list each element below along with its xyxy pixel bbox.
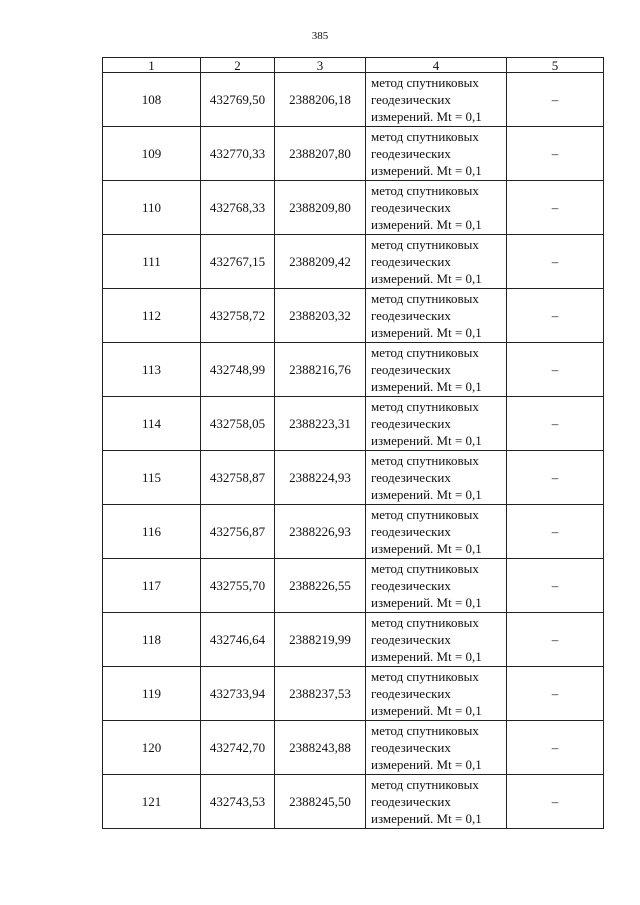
table-row	[103, 289, 604, 343]
header-col-5: 5	[507, 58, 604, 73]
method-text-line: геодезических	[371, 92, 451, 107]
method-text-line: метод спутниковых	[371, 129, 479, 144]
y-coordinate-cell: 2388207,80	[275, 127, 366, 181]
method-text-line: геодезических	[371, 578, 451, 593]
method-text-line: метод спутниковых	[371, 561, 479, 576]
y-coordinate-cell: 2388216,76	[275, 343, 366, 397]
table-row	[103, 667, 604, 721]
coordinates-table	[102, 57, 604, 829]
point-number-cell: 116	[103, 505, 201, 559]
table-row	[103, 559, 604, 613]
method-text-line: метод спутниковых	[371, 669, 479, 684]
note-cell: –	[507, 343, 604, 397]
method-cell	[366, 397, 507, 451]
y-coordinate-cell: 2388224,93	[275, 451, 366, 505]
table-row	[103, 397, 604, 451]
method-text-line: геодезических	[371, 146, 451, 161]
y-coordinate-cell: 2388219,99	[275, 613, 366, 667]
table-row	[103, 721, 604, 775]
method-text-line: измерений. Mt = 0,1	[371, 757, 482, 772]
method-text-line: метод спутниковых	[371, 183, 479, 198]
method-text-line: геодезических	[371, 524, 451, 539]
method-text-line: измерений. Mt = 0,1	[371, 109, 482, 124]
note-cell: –	[507, 73, 604, 127]
x-coordinate-cell: 432743,53	[201, 775, 275, 829]
note-cell: –	[507, 451, 604, 505]
point-number-cell: 115	[103, 451, 201, 505]
method-text-line: измерений. Mt = 0,1	[371, 163, 482, 178]
method-text-line: геодезических	[371, 200, 451, 215]
method-text-line: геодезических	[371, 362, 451, 377]
table-row	[103, 775, 604, 829]
x-coordinate-cell: 432756,87	[201, 505, 275, 559]
method-cell	[366, 235, 507, 289]
method-cell	[366, 721, 507, 775]
y-coordinate-cell: 2388226,93	[275, 505, 366, 559]
x-coordinate-cell: 432758,87	[201, 451, 275, 505]
x-coordinate-cell: 432768,33	[201, 181, 275, 235]
x-coordinate-cell: 432767,15	[201, 235, 275, 289]
note-cell: –	[507, 235, 604, 289]
method-cell	[366, 505, 507, 559]
y-coordinate-cell: 2388203,32	[275, 289, 366, 343]
method-text-line: измерений. Mt = 0,1	[371, 433, 482, 448]
method-text-line: метод спутниковых	[371, 723, 479, 738]
x-coordinate-cell: 432769,50	[201, 73, 275, 127]
method-text-line: геодезических	[371, 794, 451, 809]
x-coordinate-cell: 432742,70	[201, 721, 275, 775]
y-coordinate-cell: 2388245,50	[275, 775, 366, 829]
note-cell: –	[507, 181, 604, 235]
method-text-line: измерений. Mt = 0,1	[371, 487, 482, 502]
header-col-3: 3	[275, 58, 366, 73]
method-text-line: измерений. Mt = 0,1	[371, 649, 482, 664]
y-coordinate-cell: 2388226,55	[275, 559, 366, 613]
table-row	[103, 613, 604, 667]
method-text-line: метод спутниковых	[371, 291, 479, 306]
y-coordinate-cell: 2388237,53	[275, 667, 366, 721]
point-number-cell: 119	[103, 667, 201, 721]
method-cell	[366, 667, 507, 721]
note-cell: –	[507, 667, 604, 721]
method-text-line: геодезических	[371, 632, 451, 647]
method-text-line: геодезических	[371, 308, 451, 323]
method-cell	[366, 73, 507, 127]
method-text-line: измерений. Mt = 0,1	[371, 811, 482, 826]
point-number-cell: 117	[103, 559, 201, 613]
x-coordinate-cell: 432770,33	[201, 127, 275, 181]
table-row	[103, 73, 604, 127]
note-cell: –	[507, 127, 604, 181]
table-row	[103, 127, 604, 181]
method-text-line: метод спутниковых	[371, 237, 479, 252]
method-cell	[366, 289, 507, 343]
y-coordinate-cell: 2388209,80	[275, 181, 366, 235]
method-cell	[366, 451, 507, 505]
point-number-cell: 109	[103, 127, 201, 181]
header-col-4: 4	[366, 58, 507, 73]
method-text-line: метод спутниковых	[371, 399, 479, 414]
method-text-line: геодезических	[371, 416, 451, 431]
method-text-line: измерений. Mt = 0,1	[371, 703, 482, 718]
table-row	[103, 451, 604, 505]
method-text-line: измерений. Mt = 0,1	[371, 325, 482, 340]
y-coordinate-cell: 2388206,18	[275, 73, 366, 127]
method-text-line: измерений. Mt = 0,1	[371, 541, 482, 556]
point-number-cell: 114	[103, 397, 201, 451]
table-row	[103, 505, 604, 559]
point-number-cell: 120	[103, 721, 201, 775]
x-coordinate-cell: 432758,05	[201, 397, 275, 451]
table-row	[103, 343, 604, 397]
method-text-line: метод спутниковых	[371, 453, 479, 468]
method-text-line: метод спутниковых	[371, 507, 479, 522]
method-cell	[366, 127, 507, 181]
note-cell: –	[507, 505, 604, 559]
method-text-line: измерений. Mt = 0,1	[371, 217, 482, 232]
note-cell: –	[507, 289, 604, 343]
header-col-1: 1	[103, 58, 201, 73]
method-text-line: метод спутниковых	[371, 345, 479, 360]
method-text-line: метод спутниковых	[371, 615, 479, 630]
x-coordinate-cell: 432733,94	[201, 667, 275, 721]
point-number-cell: 110	[103, 181, 201, 235]
point-number-cell: 113	[103, 343, 201, 397]
note-cell: –	[507, 775, 604, 829]
method-cell	[366, 613, 507, 667]
header-col-2: 2	[201, 58, 275, 73]
x-coordinate-cell: 432755,70	[201, 559, 275, 613]
y-coordinate-cell: 2388243,88	[275, 721, 366, 775]
note-cell: –	[507, 559, 604, 613]
point-number-cell: 118	[103, 613, 201, 667]
point-number-cell: 111	[103, 235, 201, 289]
method-cell	[366, 181, 507, 235]
method-text-line: геодезических	[371, 254, 451, 269]
point-number-cell: 108	[103, 73, 201, 127]
y-coordinate-cell: 2388209,42	[275, 235, 366, 289]
x-coordinate-cell: 432758,72	[201, 289, 275, 343]
note-cell: –	[507, 721, 604, 775]
x-coordinate-cell: 432748,99	[201, 343, 275, 397]
method-cell	[366, 343, 507, 397]
note-cell: –	[507, 397, 604, 451]
table-row	[103, 181, 604, 235]
y-coordinate-cell: 2388223,31	[275, 397, 366, 451]
method-text-line: измерений. Mt = 0,1	[371, 379, 482, 394]
method-text-line: геодезических	[371, 740, 451, 755]
method-text-line: измерений. Mt = 0,1	[371, 595, 482, 610]
x-coordinate-cell: 432746,64	[201, 613, 275, 667]
point-number-cell: 121	[103, 775, 201, 829]
method-cell	[366, 775, 507, 829]
point-number-cell: 112	[103, 289, 201, 343]
table-row	[103, 235, 604, 289]
page-number: 385	[311, 30, 329, 42]
method-text-line: метод спутниковых	[371, 777, 479, 792]
method-text-line: измерений. Mt = 0,1	[371, 271, 482, 286]
note-cell: –	[507, 613, 604, 667]
method-cell	[366, 559, 507, 613]
method-text-line: геодезических	[371, 470, 451, 485]
method-text-line: геодезических	[371, 686, 451, 701]
method-text-line: метод спутниковых	[371, 75, 479, 90]
table-header-row	[103, 58, 604, 73]
